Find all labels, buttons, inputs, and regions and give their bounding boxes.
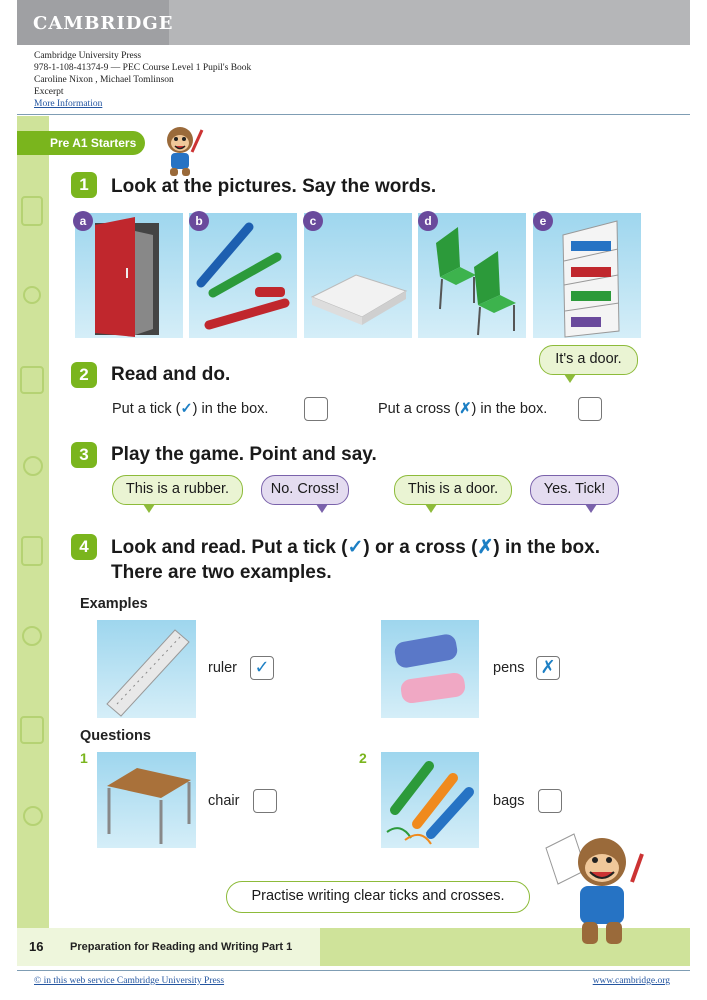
answer-checkbox[interactable] <box>538 789 562 813</box>
question-number: 1 <box>80 750 88 766</box>
picture-bookcase <box>533 213 641 338</box>
isbn-title: 978-1-108-41374-9 — PEC Course Level 1 Pupil's Book <box>34 63 252 73</box>
speech-bubble-text: Yes. Tick! <box>543 481 606 497</box>
speech-bubble-text: This is a door. <box>407 481 499 497</box>
answer-checkbox[interactable] <box>536 656 560 680</box>
doodle-notebook-icon <box>21 536 43 566</box>
doodle-face-icon <box>23 286 41 304</box>
table-icon <box>97 752 196 848</box>
tick-checkbox[interactable] <box>304 397 328 421</box>
speech-bubble-text: No. Cross! <box>270 481 340 497</box>
speech-bubble <box>261 475 349 505</box>
brand-logo: CAMBRIDGE <box>33 13 174 34</box>
doodle-book-icon <box>20 366 44 394</box>
page-number: 16 <box>29 939 44 954</box>
excerpt-label: Excerpt <box>34 87 64 97</box>
picture-door <box>75 213 183 338</box>
authors: Caroline Nixon , Michael Tomlinson <box>34 75 174 85</box>
doodle-smile-icon <box>23 456 43 476</box>
tick-instruction: Put a tick (✓) in the box. <box>112 401 269 417</box>
activity-number-badge: 4 <box>71 534 97 560</box>
examples-label: Examples <box>80 596 148 612</box>
question-word: bags <box>493 793 525 809</box>
picture-letter-badge: c <box>303 211 323 231</box>
activity-3-heading: Play the game. Point and say. <box>111 444 377 465</box>
tick-icon: ✓ <box>347 537 364 558</box>
doodle-notebook-icon <box>21 196 43 226</box>
tip-bubble <box>226 881 530 913</box>
activity-number-badge: 1 <box>71 172 97 198</box>
activity-number-badge: 3 <box>71 442 97 468</box>
cross-icon: ✗ <box>477 537 494 558</box>
crayons-icon <box>381 752 479 848</box>
left-decorative-band <box>17 116 49 940</box>
question-word: chair <box>208 793 240 809</box>
doodle-smile-icon <box>23 806 43 826</box>
cross-icon: ✗ <box>540 657 556 678</box>
speech-bubble-text: It's a door. <box>555 351 622 367</box>
picture-letter-badge: d <box>418 211 438 231</box>
door-icon <box>75 213 183 338</box>
header-divider <box>17 114 690 115</box>
activity-number-badge: 2 <box>71 362 97 388</box>
activity-2-heading: Read and do. <box>111 364 231 385</box>
doodle-face-icon <box>22 626 42 646</box>
activity-4-heading-line2: There are two examples. <box>111 562 332 583</box>
bookcase-icon <box>533 213 641 338</box>
speech-bubble <box>539 345 638 375</box>
example-word: ruler <box>208 660 238 676</box>
picture-chairs <box>418 213 526 338</box>
question-number: 2 <box>359 750 367 766</box>
cross-icon: ✗ <box>459 401 472 417</box>
cross-instruction: Put a cross (✗) in the box. <box>378 401 548 417</box>
footer-divider <box>17 970 690 971</box>
answer-checkbox[interactable] <box>250 656 274 680</box>
copyright-link[interactable]: © in this web service Cambridge University Press <box>34 976 225 986</box>
questions-label: Questions <box>80 728 151 744</box>
speech-bubble <box>112 475 243 505</box>
picture-crayons <box>381 752 479 848</box>
website-link[interactable]: www.cambridge.org <box>592 976 670 986</box>
tick-icon: ✓ <box>254 657 270 678</box>
picture-ruler <box>97 620 196 718</box>
picture-rubbers <box>381 620 479 718</box>
paper-icon <box>304 213 412 338</box>
speech-bubble <box>394 475 512 505</box>
footer-section-title: Preparation for Reading and Writing Part 1 <box>70 941 293 953</box>
monkey-mascot-icon <box>158 122 206 180</box>
picture-letter-badge: b <box>189 211 209 231</box>
pens-icon <box>189 213 297 338</box>
rubbers-icon <box>381 620 479 718</box>
activity-1-heading: Look at the pictures. Say the words. <box>111 176 437 197</box>
doodle-book-icon <box>20 716 44 744</box>
more-information-link[interactable]: More Information <box>34 99 103 109</box>
level-tab-label: Pre A1 Starters <box>50 136 137 150</box>
monkey-mascot-icon <box>540 826 660 952</box>
publisher: Cambridge University Press <box>34 51 142 61</box>
picture-letter-badge: e <box>533 211 553 231</box>
book-metadata <box>34 50 251 110</box>
picture-table <box>97 752 196 848</box>
speech-bubble-text: This is a rubber. <box>125 481 230 497</box>
activity-4-heading: Look and read. Put a tick (✓) or a cross (✗) in the box. <box>111 537 600 558</box>
tick-icon: ✓ <box>180 401 193 417</box>
tip-text: Practise writing clear ticks and crosses. <box>251 888 505 904</box>
chairs-icon <box>418 213 526 338</box>
cross-checkbox[interactable] <box>578 397 602 421</box>
picture-letter-badge: a <box>73 211 93 231</box>
picture-pens <box>189 213 297 338</box>
answer-checkbox[interactable] <box>253 789 277 813</box>
ruler-icon <box>97 620 196 718</box>
speech-bubble <box>530 475 619 505</box>
example-word: pens <box>493 660 525 676</box>
picture-paper <box>304 213 412 338</box>
